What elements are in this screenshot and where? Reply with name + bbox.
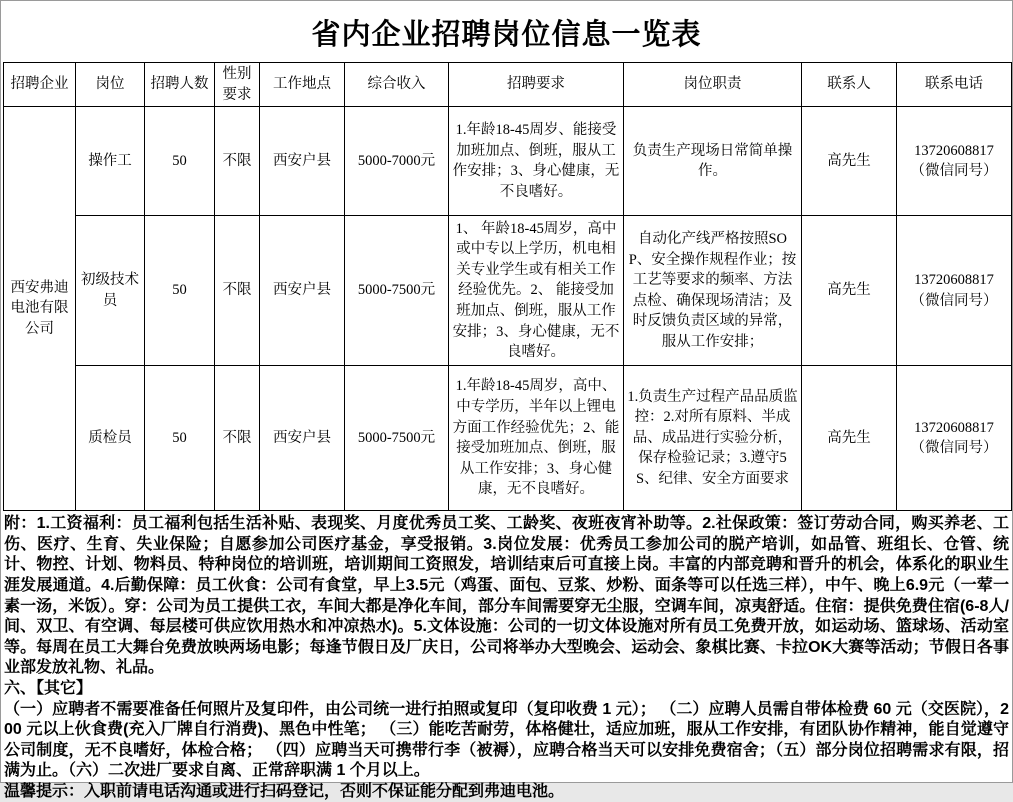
headcount-cell: 50 xyxy=(145,366,215,511)
gender-cell: 不限 xyxy=(215,366,260,511)
jobs-table xyxy=(3,62,1012,511)
duties-cell: 自动化产线严格按照SOP、安全操作规程作业；按工艺等要求的频率、方法点检、确保现场清洁；及时反馈负责区域的异常，服从工作安排； xyxy=(624,216,802,366)
income-cell: 5000-7500元 xyxy=(345,216,449,366)
position-cell: 质检员 xyxy=(76,366,145,511)
phone-number: 13720608817 xyxy=(914,419,994,436)
position-cell: 操作工 xyxy=(76,107,145,216)
company-cell: 西安弗迪电池有限公司 xyxy=(4,107,76,511)
location-cell: 西安户县 xyxy=(260,366,345,511)
requirements-cell: 1、 年龄18-45周岁，高中或中专以上学历，机电相关专业学生或有相关工作经验优先。2、 能接受加班加点、倒班，服从工作安排；3、身心健康，无不良嗜好。 xyxy=(449,216,624,366)
notes-section xyxy=(4,514,1009,802)
col-header-location: 工作地点 xyxy=(260,63,345,107)
phone-note: （微信同号） xyxy=(910,163,998,180)
table-row-operator xyxy=(4,107,1012,216)
phone-cell xyxy=(897,216,1012,366)
phone-number: 13720608817 xyxy=(914,142,994,159)
table-row-inspector xyxy=(4,366,1012,511)
headcount-cell: 50 xyxy=(145,216,215,366)
contact-cell: 高先生 xyxy=(802,107,897,216)
position-cell: 初级技术员 xyxy=(76,216,145,366)
col-header-contact: 联系人 xyxy=(802,63,897,107)
col-header-phone: 联系电话 xyxy=(897,63,1012,107)
col-header-gender: 性别要求 xyxy=(215,63,260,107)
contact-cell: 高先生 xyxy=(802,366,897,511)
col-header-income: 综合收入 xyxy=(345,63,449,107)
requirements-cell: 1.年龄18-45周岁、能接受加班加点、倒班，服从工作安排；3、身心健康，无不良嗜好。 xyxy=(449,107,624,216)
phone-note: （微信同号） xyxy=(910,440,998,457)
table-row-technician xyxy=(4,216,1012,366)
page-title: 省内企业招聘岗位信息一览表 xyxy=(311,19,702,51)
location-cell: 西安户县 xyxy=(260,216,345,366)
headcount-cell: 50 xyxy=(145,107,215,216)
col-header-position: 岗位 xyxy=(76,63,145,107)
other-section-heading: 六、【其它】 xyxy=(4,679,93,697)
col-header-company: 招聘企业 xyxy=(4,63,76,107)
header-row xyxy=(4,63,1012,107)
income-cell: 5000-7000元 xyxy=(345,107,449,216)
col-header-headcount: 招聘人数 xyxy=(145,63,215,107)
col-header-requirements: 招聘要求 xyxy=(449,63,624,107)
phone-note: （微信同号） xyxy=(910,292,998,309)
duties-cell: 1.负责生产过程产品品质监控：2.对所有原料、半成品、成品进行实验分析，保存检验记录；3.遵守5S、纪律、安全方面要求 xyxy=(624,366,802,511)
col-header-duties: 岗位职责 xyxy=(624,63,802,107)
contact-cell: 高先生 xyxy=(802,216,897,366)
tip-note: 温馨提示：入职前请电话沟通或进行扫码登记，否则不保证能分配到弗迪电池。 xyxy=(4,782,565,800)
welfare-note: 附：1.工资福利：员工福利包括生活补贴、表现奖、月度优秀员工奖、工龄奖、夜班夜宵补助等。2.社保政策：签订劳动合同，购买养老、工伤、医疗、生育、失业保险；自愿参加公司医疗基金，享受报销。3.岗位发展：优秀员工参加公司的脱产培训，如品管、班组长、仓管、统计、物控、计划、物料员、特种岗位的培训班，培训期间工资照发，培训结束后可直接上岗。丰富的内部竞聘和晋升的机会，体系化的职业生涯发展通道。4.后勤保障：员工伙食：公司有食堂，早上3.5元（鸡蛋、面包、豆浆、炒粉、面条等可以任选三样），中午、晚上6.9元（一荤一素一汤，米饭）。穿：公司为员工提供工衣，车间大都是净化车间，部分车间需要穿无尘服，空调车间，凉夷舒适。住宿：提供免费住宿(6-8人/间、双卫、有空调、每层楼可供应饮用热水和冲凉热水)。5.文体设施：公司的一切文体设施对所有员工免费开放，如运动场、篮球场、活动室等。每周在员工大舞台免费放映两场电影；每逢节假日及厂庆日，公司将举办大型晚会、运动会、象棋比赛、卡拉OK大赛等活动；节假日各事业部发放礼物、礼品。 xyxy=(4,515,1009,677)
duties-cell: 负责生产现场日常简单操作。 xyxy=(624,107,802,216)
location-cell: 西安户县 xyxy=(260,107,345,216)
phone-number: 13720608817 xyxy=(914,272,994,289)
phone-cell xyxy=(897,366,1012,511)
gender-cell: 不限 xyxy=(215,216,260,366)
gender-cell: 不限 xyxy=(215,107,260,216)
phone-cell xyxy=(897,107,1012,216)
other-items-note: （一）应聘者不需要准备任何照片及复印件，由公司统一进行拍照或复印（复印收费 1 元）； （二）应聘人员需自带体检费 60 元（交医院），200 元以上伙食费(充入厂牌自行消费)、黑色中性笔； （三）能吃苦耐劳，体格健壮，适应加班，服从工作安排，有团队协作精神，能自觉遵守公司制度，无不良嗜好，体检合格； （四）应聘当天可携带行李（被褥），应聘合格当天可以安排免费宿舍；（五）部分岗位招聘需求有限，招满为止。（六）二次进厂要求自离、正常辞职满 1 个月以上。 xyxy=(4,700,1009,780)
requirements-cell: 1.年龄18-45周岁，高中、中专学历，半年以上锂电方面工作经验优先；2、能接受加班加点、倒班，服从工作安排；3、身心健康，无不良嗜好。 xyxy=(449,366,624,511)
income-cell: 5000-7500元 xyxy=(345,366,449,511)
